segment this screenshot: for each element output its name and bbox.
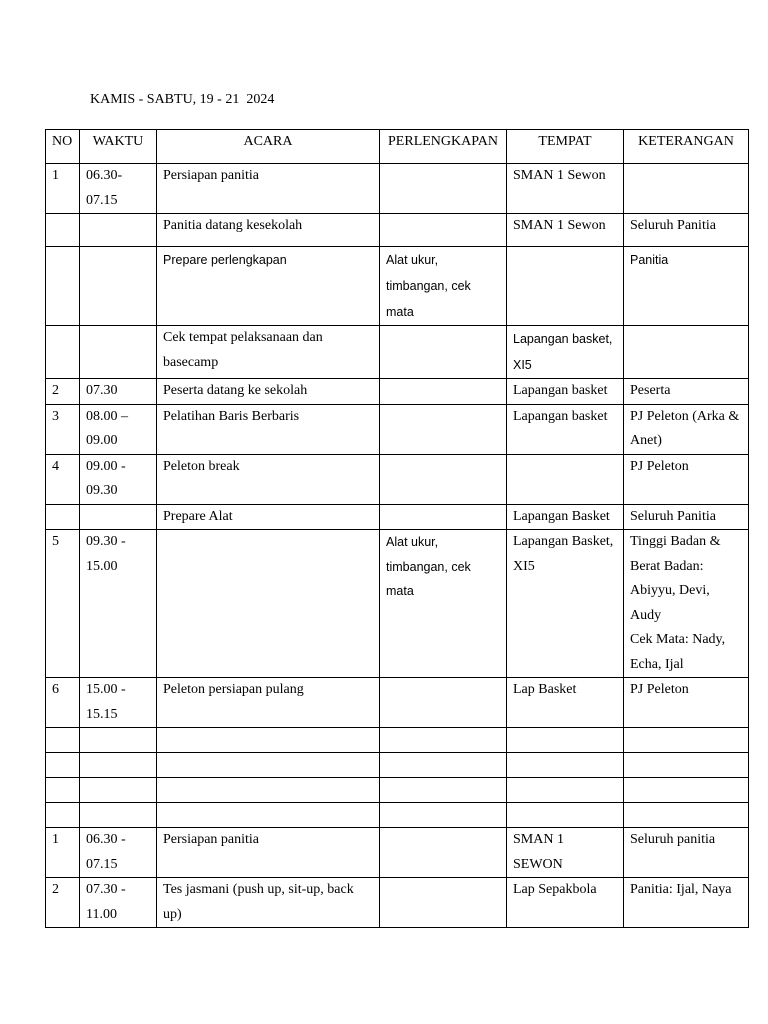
header-row xyxy=(46,130,749,164)
cell-tempat: SMAN 1 SEWON xyxy=(507,828,624,878)
header-no: NO xyxy=(46,130,80,164)
table-row xyxy=(46,247,749,326)
cell-waktu: 07.30 - 11.00 xyxy=(80,878,157,928)
cell-waktu: 06.30- 07.15 xyxy=(80,164,157,214)
cell-keterangan xyxy=(624,326,749,379)
cell-waktu xyxy=(80,214,157,247)
cell-no: 6 xyxy=(46,678,80,728)
cell-waktu xyxy=(80,728,157,753)
cell-acara: Prepare Alat xyxy=(157,504,380,530)
cell-tempat: SMAN 1 Sewon xyxy=(507,214,624,247)
cell-perlengkapan xyxy=(380,326,507,379)
cell-acara xyxy=(157,728,380,753)
cell-perlengkapan: Alat ukur, timbangan, cek mata xyxy=(380,247,507,326)
cell-waktu xyxy=(80,753,157,778)
cell-waktu: 07.30 xyxy=(80,379,157,405)
cell-acara: Peleton persiapan pulang xyxy=(157,678,380,728)
cell-keterangan: PJ Peleton (Arka & Anet) xyxy=(624,404,749,454)
table-row xyxy=(46,678,749,728)
cell-perlengkapan: Alat ukur, timbangan, cek mata xyxy=(380,530,507,678)
cell-perlengkapan xyxy=(380,728,507,753)
page-title: KAMIS - SABTU, 19 - 21 2024 xyxy=(90,92,275,107)
cell-waktu xyxy=(80,504,157,530)
header-perlengkapan: PERLENGKAPAN xyxy=(380,130,507,164)
cell-no: 2 xyxy=(46,379,80,405)
cell-acara: Peleton break xyxy=(157,454,380,504)
table-row xyxy=(46,379,749,405)
header-waktu: WAKTU xyxy=(80,130,157,164)
table-row xyxy=(46,728,749,753)
cell-no xyxy=(46,214,80,247)
cell-no xyxy=(46,326,80,379)
cell-tempat xyxy=(507,728,624,753)
cell-tempat: Lap Basket xyxy=(507,678,624,728)
cell-no: 2 xyxy=(46,878,80,928)
table-row xyxy=(46,803,749,828)
cell-keterangan: Panitia xyxy=(624,247,749,326)
table-row xyxy=(46,164,749,214)
cell-tempat xyxy=(507,454,624,504)
cell-acara: Prepare perlengkapan xyxy=(157,247,380,326)
cell-tempat xyxy=(507,753,624,778)
cell-tempat: Lapangan Basket, XI5 xyxy=(507,530,624,678)
header-keterangan: KETERANGAN xyxy=(624,130,749,164)
cell-no: 5 xyxy=(46,530,80,678)
cell-tempat xyxy=(507,778,624,803)
cell-acara xyxy=(157,778,380,803)
cell-acara xyxy=(157,530,380,678)
cell-perlengkapan xyxy=(380,214,507,247)
cell-keterangan: Peserta xyxy=(624,379,749,405)
cell-acara: Tes jasmani (push up, sit-up, back up) xyxy=(157,878,380,928)
cell-keterangan: Panitia: Ijal, Naya xyxy=(624,878,749,928)
header-acara: ACARA xyxy=(157,130,380,164)
cell-acara: Persiapan panitia xyxy=(157,828,380,878)
cell-keterangan: Seluruh Panitia xyxy=(624,504,749,530)
cell-no xyxy=(46,728,80,753)
cell-no xyxy=(46,504,80,530)
cell-waktu xyxy=(80,778,157,803)
cell-keterangan: PJ Peleton xyxy=(624,678,749,728)
table-row xyxy=(46,828,749,878)
cell-perlengkapan xyxy=(380,454,507,504)
cell-no xyxy=(46,803,80,828)
table-row xyxy=(46,404,749,454)
cell-keterangan: Seluruh panitia xyxy=(624,828,749,878)
cell-waktu: 09.30 - 15.00 xyxy=(80,530,157,678)
cell-tempat: SMAN 1 Sewon xyxy=(507,164,624,214)
cell-keterangan xyxy=(624,164,749,214)
cell-waktu xyxy=(80,247,157,326)
cell-no xyxy=(46,247,80,326)
cell-waktu: 06.30 - 07.15 xyxy=(80,828,157,878)
cell-acara: Panitia datang kesekolah xyxy=(157,214,380,247)
cell-acara xyxy=(157,803,380,828)
cell-perlengkapan xyxy=(380,678,507,728)
cell-no xyxy=(46,753,80,778)
cell-keterangan xyxy=(624,778,749,803)
cell-perlengkapan xyxy=(380,404,507,454)
cell-tempat: Lapangan basket xyxy=(507,379,624,405)
table-row xyxy=(46,878,749,928)
cell-waktu: 08.00 – 09.00 xyxy=(80,404,157,454)
table-row xyxy=(46,530,749,678)
cell-waktu: 15.00 - 15.15 xyxy=(80,678,157,728)
cell-no: 3 xyxy=(46,404,80,454)
cell-perlengkapan xyxy=(380,778,507,803)
cell-perlengkapan xyxy=(380,803,507,828)
cell-acara xyxy=(157,753,380,778)
cell-no: 1 xyxy=(46,828,80,878)
cell-perlengkapan xyxy=(380,504,507,530)
table-row xyxy=(46,753,749,778)
header-tempat: TEMPAT xyxy=(507,130,624,164)
cell-acara: Cek tempat pelaksanaan dan basecamp xyxy=(157,326,380,379)
cell-tempat: Lap Sepakbola xyxy=(507,878,624,928)
cell-keterangan: Tinggi Badan & Berat Badan: Abiyyu, Devi, Audy Cek Mata: Nady, Echa, Ijal xyxy=(624,530,749,678)
table-row xyxy=(46,214,749,247)
cell-keterangan xyxy=(624,728,749,753)
cell-waktu xyxy=(80,803,157,828)
table-row xyxy=(46,504,749,530)
cell-perlengkapan xyxy=(380,878,507,928)
cell-keterangan: PJ Peleton xyxy=(624,454,749,504)
cell-acara: Peserta datang ke sekolah xyxy=(157,379,380,405)
cell-waktu: 09.00 - 09.30 xyxy=(80,454,157,504)
cell-perlengkapan xyxy=(380,379,507,405)
table-row xyxy=(46,326,749,379)
cell-no: 4 xyxy=(46,454,80,504)
cell-perlengkapan xyxy=(380,828,507,878)
cell-perlengkapan xyxy=(380,164,507,214)
table-row xyxy=(46,454,749,504)
cell-waktu xyxy=(80,326,157,379)
cell-no: 1 xyxy=(46,164,80,214)
cell-acara: Pelatihan Baris Berbaris xyxy=(157,404,380,454)
cell-perlengkapan xyxy=(380,753,507,778)
cell-keterangan xyxy=(624,803,749,828)
cell-tempat: Lapangan basket, XI5 xyxy=(507,326,624,379)
cell-tempat: Lapangan Basket xyxy=(507,504,624,530)
cell-keterangan xyxy=(624,753,749,778)
cell-acara: Persiapan panitia xyxy=(157,164,380,214)
cell-keterangan: Seluruh Panitia xyxy=(624,214,749,247)
cell-tempat xyxy=(507,803,624,828)
schedule-table xyxy=(45,129,749,928)
table-row xyxy=(46,778,749,803)
cell-tempat xyxy=(507,247,624,326)
cell-tempat: Lapangan basket xyxy=(507,404,624,454)
cell-no xyxy=(46,778,80,803)
